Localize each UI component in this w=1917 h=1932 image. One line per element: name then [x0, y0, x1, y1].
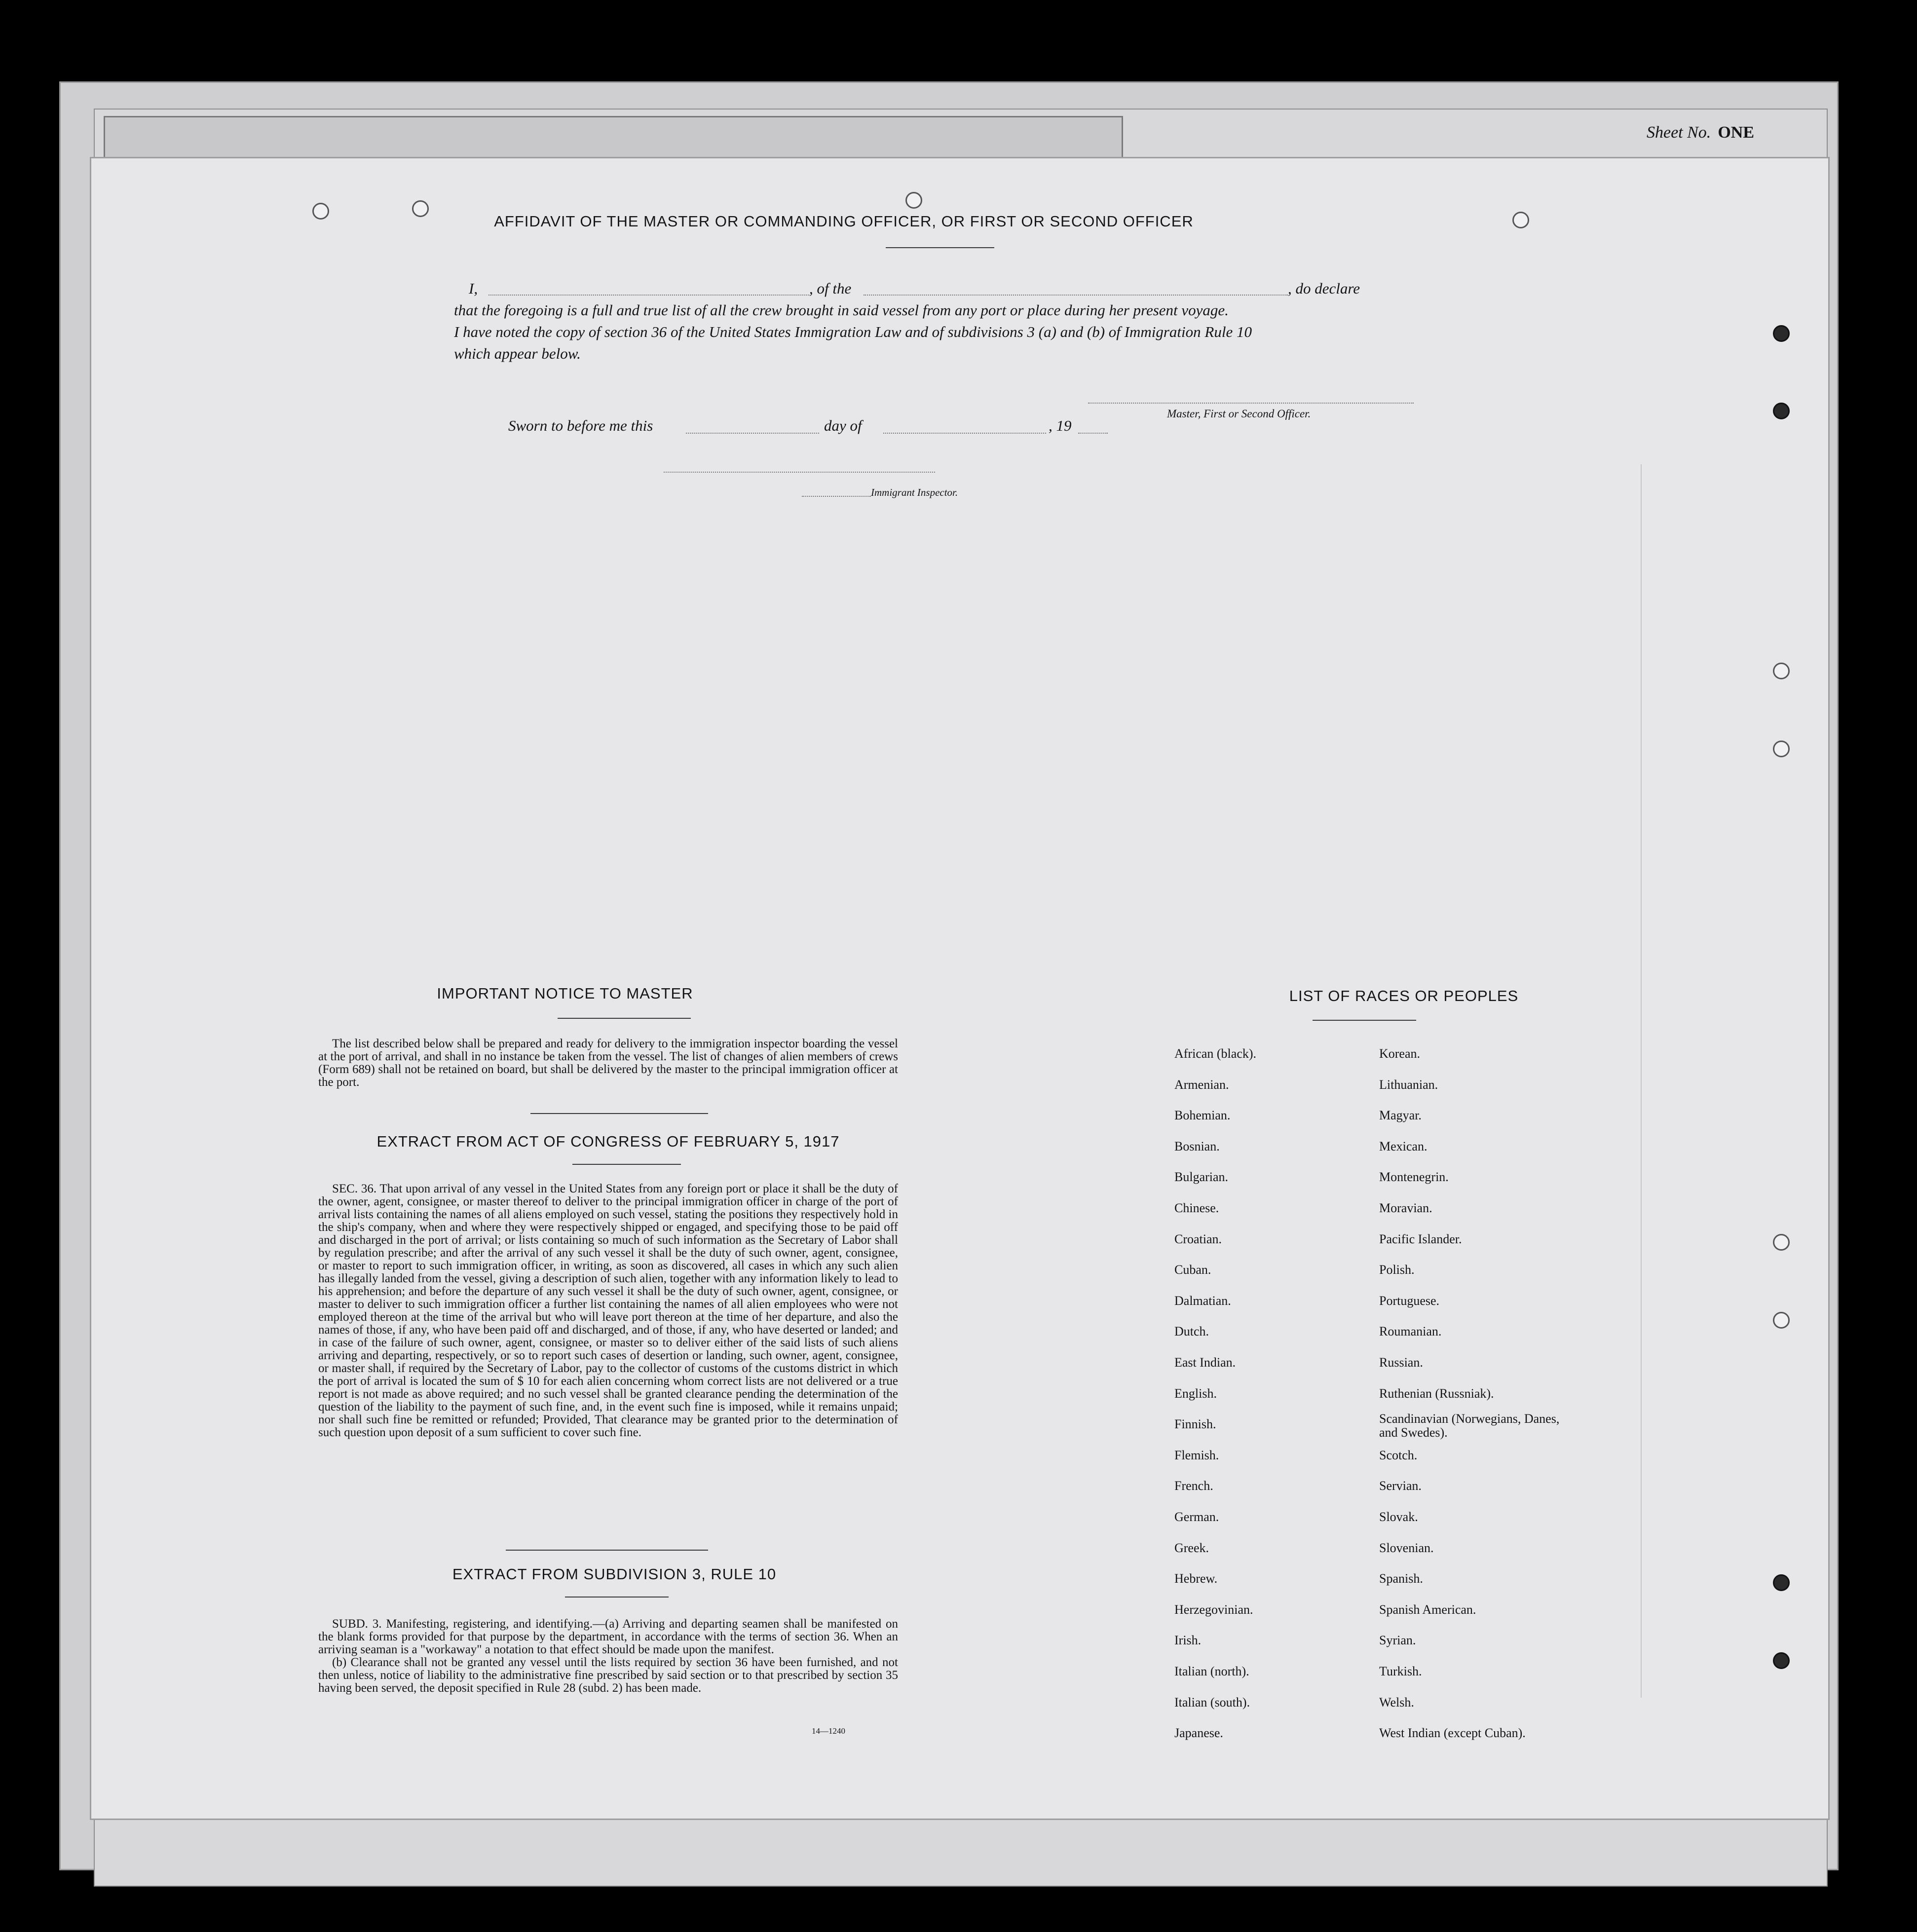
- race-list-item: Montenegrin.: [1379, 1170, 1449, 1184]
- affidavit-line-3: I have noted the copy of section 36 of the United States Immigration Law and of subdivisions 3 (a) and (b) of Immigration Rule 10: [454, 323, 1252, 340]
- race-list-item: Ruthenian (Russniak).: [1379, 1386, 1494, 1401]
- race-list-item: Russian.: [1379, 1355, 1423, 1370]
- race-list-item: Italian (north).: [1174, 1664, 1249, 1678]
- sheet-number: [1647, 123, 1754, 142]
- affidavit-do-declare: , do declare: [1288, 280, 1360, 297]
- race-list-item: Portuguese.: [1379, 1294, 1440, 1308]
- race-list-item: Spanish.: [1379, 1571, 1423, 1586]
- affidavit-title-underline: [886, 247, 994, 248]
- race-list-item: Chinese.: [1174, 1201, 1219, 1215]
- race-list-item: German.: [1174, 1510, 1219, 1524]
- race-list-item: Armenian.: [1174, 1077, 1229, 1092]
- form-number: 14—1240: [812, 1726, 845, 1736]
- race-list-item: English.: [1174, 1386, 1217, 1401]
- master-signature-caption: Master, First or Second Officer.: [1167, 408, 1311, 420]
- rule-text: [318, 1618, 898, 1695]
- race-list-item: Magyar.: [1379, 1108, 1422, 1122]
- master-name-blank[interactable]: [489, 295, 809, 296]
- binder-hole-icon: [1773, 1312, 1790, 1329]
- race-list-item: Servian.: [1379, 1479, 1422, 1493]
- act-paragraph: SEC. 36. That upon arrival of any vessel in the United States from any foreign port or place it shall be the duty of the owner, agent, consignee, or master thereof to deliver to the principal immigration officer in charge of the port of arrival lists containing the names of all aliens employed on such vessel, stating the positions they respectively hold in the ship's company, when and where they were respectively shipped or engaged, and specifying those to be paid off and discharged in the port of arrival; or lists containing so much of such information as the Secretary of Labor shall by regulation prescribe; and after the arrival of any such vessel it shall be the duty of such owner, agent, consignee, or master to report to such immigration officer, in writing, as soon as discovered, all cases in which any such alien has illegally landed from the vessel, giving a description of such alien, together with any information likely to lead to his apprehension; and before the departure of any such vessel it shall be the duty of such owner, agent, consignee, or master to deliver to such immigration officer a further list containing the names of all alien employees who were not employed thereon at the time of the arrival but who will leave port thereon at the time of her departure, and also the names of those, if any, who have been paid off and discharged, and of those, if any, who have deserted or landed; and in case of the failure of such owner, agent, consignee, or master so to deliver either of the said lists of such aliens arriving and departing, respectively, or so to report such cases of desertion or landing, such owner, agent, consignee, or master shall, if required by the Secretary of Labor, pay to the collector of customs of the customs district in which the port of arrival is located the sum of $ 10 for each alien concerning whom correct lists are not delivered or a true report is not made as above required; and no such vessel shall be granted clearance pending the determination of the question of the liability to the payment of such fine, and, in the event such fine is imposed, while it remains unpaid; nor shall such fine be remitted or refunded; Provided, That clearance may be granted prior to the determination of such question upon deposit of a sum sufficient to cover such fine.: [318, 1182, 898, 1439]
- sworn-year-blank[interactable]: [1078, 433, 1108, 434]
- race-list-item: Turkish.: [1379, 1664, 1422, 1678]
- race-list-item: Irish.: [1174, 1633, 1202, 1647]
- binder-hole-icon: [1773, 741, 1790, 757]
- section-divider: [530, 1113, 708, 1114]
- race-list-item: Japanese.: [1174, 1726, 1223, 1740]
- race-list-item: West Indian (except Cuban).: [1379, 1726, 1526, 1740]
- race-list-item: Spanish American.: [1379, 1602, 1476, 1617]
- race-list-item: Greek.: [1174, 1541, 1209, 1555]
- races-title-underline: [1313, 1020, 1416, 1021]
- binder-hole-icon: [1773, 1234, 1790, 1251]
- sheet-edge-tab: [104, 116, 1123, 158]
- act-title-underline: [572, 1164, 681, 1165]
- race-list-item: Scotch.: [1379, 1448, 1418, 1462]
- race-list-item: Croatian.: [1174, 1232, 1222, 1246]
- affidavit-line-2: that the foregoing is a full and true list of all the crew brought in said vessel from any port or place during her present voyage.: [454, 301, 1229, 319]
- race-list-item: Bulgarian.: [1174, 1170, 1229, 1184]
- race-list-item: French.: [1174, 1479, 1213, 1493]
- rule-title-underline: [565, 1597, 669, 1598]
- notice-title: IMPORTANT NOTICE TO MASTER: [437, 985, 693, 1002]
- affidavit-page: [90, 157, 1830, 1820]
- race-list-item: Slovenian.: [1379, 1541, 1434, 1555]
- act-title: EXTRACT FROM ACT OF CONGRESS OF FEBRUARY 5, 1917: [376, 1133, 840, 1150]
- race-list-item: Hebrew.: [1174, 1571, 1218, 1586]
- binder-hole-icon: [1773, 663, 1790, 679]
- binder-hole-icon: [905, 192, 922, 209]
- race-list-item: Dutch.: [1174, 1324, 1209, 1338]
- rule-title: EXTRACT FROM SUBDIVISION 3, RULE 10: [452, 1565, 777, 1583]
- inspector-signature-line[interactable]: [664, 472, 935, 473]
- races-title: LIST OF RACES OR PEOPLES: [1289, 987, 1519, 1004]
- sworn-label: Sworn to before me this: [508, 417, 653, 434]
- binder-hole-icon: [1773, 1652, 1790, 1669]
- sworn-month-blank[interactable]: [883, 433, 1046, 434]
- binder-hole-icon: [412, 200, 429, 217]
- race-list-item: Cuban.: [1174, 1263, 1211, 1277]
- notice-title-underline: [558, 1018, 691, 1019]
- inspector-caption: Immigrant Inspector.: [871, 486, 958, 498]
- affidavit-body: [454, 278, 1401, 365]
- race-list-item: African (black).: [1174, 1046, 1257, 1061]
- affidavit-of-the-label: , of the: [809, 280, 852, 297]
- race-list-item: Syrian.: [1379, 1633, 1416, 1647]
- rule-paragraph-b: (b) Clearance shall not be granted any vessel until the lists required by section 36 have been furnished, and not then unless, notice of liability to the administrative fine prescribed by said section or to that prescribed by section 35 having been served, the deposit specified in Rule 28 (subd. 2) has been made.: [318, 1656, 898, 1695]
- notice-paragraph: The list described below shall be prepared and ready for delivery to the immigration inspector boarding the vessel at the port of arrival, and shall in no instance be taken from the vessel. The list of changes of alien members of crews (Form 689) shall not be retained on board, but shall be delivered by the master to the principal immigration officer at the port.: [318, 1037, 898, 1089]
- year-label: , 19: [1049, 417, 1072, 434]
- binder-hole-icon: [1773, 325, 1790, 342]
- race-list-item: East Indian.: [1174, 1355, 1236, 1370]
- race-list-item: Scandinavian (Norwegians, Danes, and Swedes).: [1379, 1412, 1560, 1440]
- bleed-through-marks: [1641, 464, 1740, 1698]
- binder-hole-icon: [312, 203, 329, 220]
- race-list-item: Korean.: [1379, 1046, 1421, 1061]
- race-list-item: Finnish.: [1174, 1417, 1216, 1431]
- day-of-label: day of: [824, 417, 862, 434]
- section-divider-2: [506, 1550, 708, 1551]
- affidavit-line-1: [454, 278, 1401, 299]
- race-list-item: Slovak.: [1379, 1510, 1418, 1524]
- master-signature-line[interactable]: [1088, 403, 1414, 404]
- inspector-caption-leader: [802, 496, 871, 497]
- binder-hole-icon: [1512, 212, 1529, 228]
- affidavit-line-4: which appear below.: [454, 345, 581, 362]
- notice-text: [318, 1038, 898, 1089]
- sworn-day-blank[interactable]: [686, 433, 819, 434]
- race-list-item: Mexican.: [1379, 1139, 1428, 1153]
- sworn-line: [508, 415, 1199, 437]
- vessel-name-blank[interactable]: [864, 295, 1288, 296]
- race-list-item: Moravian.: [1379, 1201, 1432, 1215]
- binder-hole-icon: [1773, 1574, 1790, 1591]
- race-list-item: Roumanian.: [1379, 1324, 1442, 1338]
- sheet-number-label: Sheet No.: [1647, 123, 1711, 142]
- race-list-item: Lithuanian.: [1379, 1077, 1438, 1092]
- race-list-item: Bosnian.: [1174, 1139, 1220, 1153]
- act-text: [318, 1183, 898, 1439]
- race-list-item: Italian (south).: [1174, 1695, 1250, 1709]
- race-list-item: Herzegovinian.: [1174, 1602, 1253, 1617]
- race-list-item: Dalmatian.: [1174, 1294, 1231, 1308]
- race-list-item: Flemish.: [1174, 1448, 1219, 1462]
- affidavit-title: AFFIDAVIT OF THE MASTER OR COMMANDING OFFICER, OR FIRST OR SECOND OFFICER: [494, 213, 1194, 230]
- race-list-item: Polish.: [1379, 1263, 1415, 1277]
- rule-paragraph-a: SUBD. 3. Manifesting, registering, and identifying.—(a) Arriving and departing seamen shall be manifested on the blank forms provided for that purpose by the department, in accordance with the terms of section 36. When an arriving seaman is a "workaway" a notation to that effect should be made upon the manifest.: [318, 1617, 898, 1656]
- race-list-item: Bohemian.: [1174, 1108, 1231, 1122]
- affidavit-i-label: I,: [469, 280, 478, 297]
- race-list-item: Welsh.: [1379, 1695, 1414, 1709]
- race-list-item: Pacific Islander.: [1379, 1232, 1462, 1246]
- sheet-number-value: ONE: [1718, 123, 1754, 142]
- binder-hole-icon: [1773, 403, 1790, 419]
